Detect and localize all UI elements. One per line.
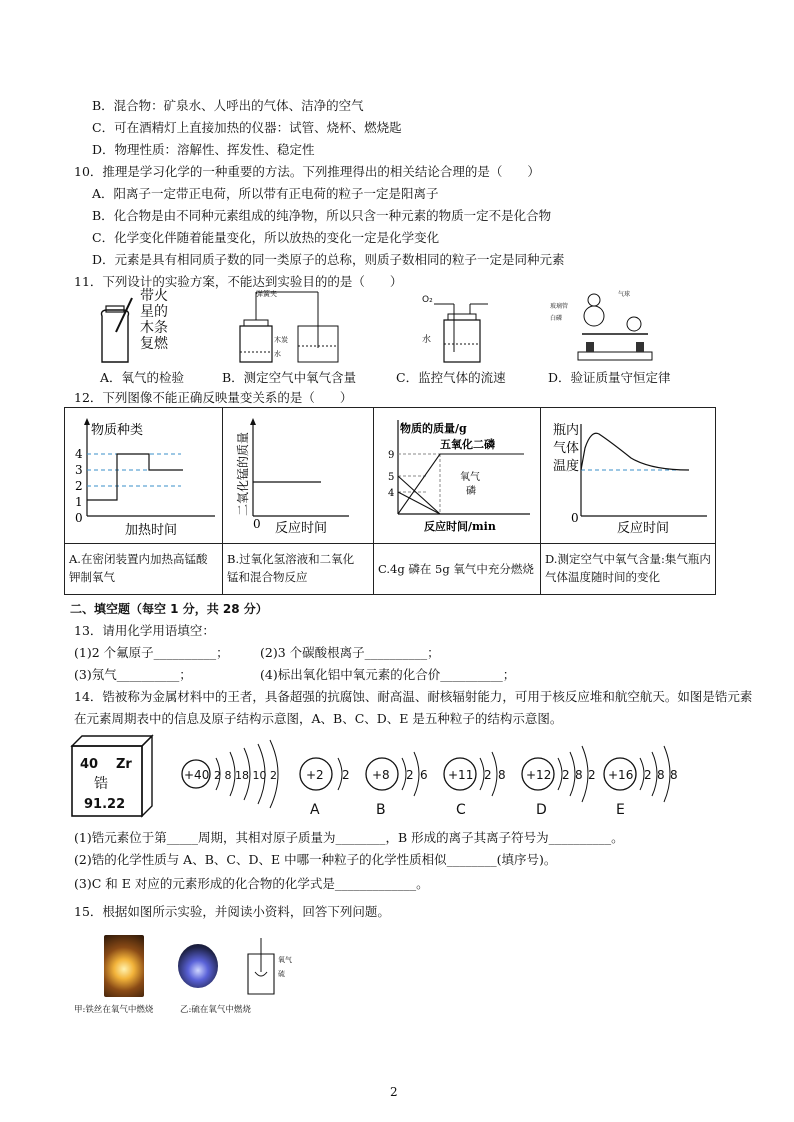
graph-a-tick-2: 2: [75, 479, 83, 493]
fig-b-charcoal-label: 木炭: [274, 336, 288, 344]
graph-c-xlabel: 反应时间/min: [424, 520, 496, 533]
graph-c-tick-9: 9: [388, 450, 395, 461]
graph-a-caption: A.在密闭装置内加热高锰酸 钾制氧气: [65, 544, 223, 595]
fig-d-label-2: 气球: [618, 291, 631, 298]
q11-option-b: B．测定空气中氧气含量: [222, 370, 357, 385]
particle-d: [522, 746, 596, 818]
q15-caption-2: 乙:硫在氧气中燃烧: [180, 1005, 251, 1015]
graph-c-tick-4: 4: [388, 488, 395, 499]
particle-d-shell-1: 2: [562, 768, 570, 782]
fig-a-text-2: 星的: [140, 304, 168, 320]
fig-o2-label: 氧气: [278, 956, 292, 964]
q12-graph-table: [64, 407, 716, 595]
graph-a: [65, 408, 222, 540]
q11-apparatus-figures: [88, 286, 688, 368]
particle-a-shell-1: 2: [342, 768, 350, 782]
particle-b-shell-2: 6: [420, 768, 428, 782]
particle-a-label: A: [310, 802, 320, 818]
q13-part-1: (1)2 个氟原子__________；: [74, 645, 229, 660]
graph-a-tick-1: 1: [75, 495, 83, 509]
particle-c-label: C: [456, 802, 466, 818]
particle-c-shell-2: 8: [498, 768, 506, 782]
zr-symbol: Zr: [116, 757, 132, 772]
q13-stem: 13．请用化学用语填空：: [74, 623, 215, 638]
fig-a-text-4: 复燃: [140, 336, 168, 352]
particle-b: [366, 752, 428, 818]
particle-d-shell-3: 2: [588, 768, 596, 782]
zr-atomic-mass: 91.22: [84, 797, 126, 812]
q14-line-2: 在元素周期表中的信息及原子结构示意图，A、B、C、D、E 是五种粒子的结构示意图。: [74, 711, 563, 726]
graph-a-xlabel: 加热时间: [125, 523, 178, 538]
particle-e-nucleus: +16: [608, 768, 634, 782]
zr-atom-diagram: [182, 740, 278, 808]
q9-option-b: B．混合物：矿泉水、人呼出的气体、洁净的空气: [92, 98, 364, 113]
q13-part-3: (3)氖气__________；: [74, 667, 192, 682]
graph-b-xlabel: 反应时间: [275, 521, 328, 536]
section-2-heading: 二、填空题（每空 1 分，共 28 分）: [70, 602, 268, 616]
graph-a-tick-3: 3: [75, 463, 83, 477]
fig-a-bottle: [102, 287, 169, 362]
zr-nucleus: +40: [184, 768, 210, 782]
photo-iron-burning: [104, 935, 144, 997]
zr-element-tile: [72, 736, 152, 816]
q14-structure-diagrams: [60, 728, 700, 824]
fig-b-water-label: 水: [274, 350, 281, 358]
q15-stem: 15．根据如图所示实验，并阅读小资料，回答下列问题。: [74, 904, 390, 919]
graph-c-caption: C.4g 磷在 5g 氧气中充分燃烧: [374, 544, 541, 595]
particle-b-label: B: [376, 802, 386, 818]
q14-part-1: (1)锆元素位于第_____周期，其相对原子质量为________，B 形成的离子其离子符号为__________。: [74, 830, 624, 845]
zr-atomic-number: 40: [80, 757, 99, 772]
particle-d-label: D: [536, 802, 547, 818]
graph-a-tick-4: 4: [75, 447, 83, 461]
q10-option-a: A．阳离子一定带正电荷，所以带有正电荷的粒子一定是阳离子: [92, 186, 439, 201]
q9-option-c: C．可在酒精灯上直接加热的仪器：试管、烧杯、燃烧匙: [92, 120, 402, 135]
q14-line-1: 14．锆被称为金属材料中的王者，具备超强的抗腐蚀、耐高温、耐核辐射能力，可用于核反应堆和航空航天。如图是锆元素: [74, 689, 753, 704]
q11-stem: 11．下列设计的实验方案，不能达到实验目的的是（ ）: [74, 274, 403, 289]
graph-c-series-o2: 氧气: [460, 472, 480, 483]
particle-e-shell-2: 8: [657, 768, 665, 782]
graph-c-tick-5: 5: [388, 472, 395, 483]
graph-b-zero: 0: [253, 517, 261, 531]
photo-sulfur-burning: [178, 944, 218, 988]
particle-c-nucleus: +11: [448, 768, 474, 782]
graph-d-xlabel: 反应时间: [617, 521, 670, 536]
particle-d-nucleus: +12: [526, 768, 552, 782]
particle-b-shell-1: 2: [406, 768, 414, 782]
q9-option-d: D．物理性质：溶解性、挥发性、稳定性: [92, 142, 315, 157]
fig-s-label: 硫: [278, 970, 285, 978]
graph-a-line: [87, 454, 183, 500]
fig-b-clamp-label: 弹簧夹: [256, 290, 277, 298]
graph-d-ylabel-1: 瓶内: [553, 423, 580, 438]
graph-d-zero: 0: [571, 511, 579, 525]
q12-stem: 12．下列图像不能正确反映量变关系的是（ ）: [74, 390, 353, 405]
page-number: 2: [390, 1085, 398, 1099]
particle-e-label: E: [616, 802, 625, 818]
graph-a-cell: [65, 408, 223, 544]
particle-a: [300, 758, 350, 818]
graph-c-series-p2o5: 五氧化二磷: [440, 438, 495, 451]
graph-d-ylabel-3: 温度: [553, 459, 580, 474]
particle-c: [444, 752, 506, 818]
graph-c-ylabel: 物质的质量/g: [400, 422, 467, 435]
particle-b-nucleus: +8: [372, 768, 390, 782]
fig-d-balance: [550, 290, 652, 360]
graph-a-tick-0: 0: [75, 511, 83, 525]
graph-b-ylabel: 二氧化锰的质量: [236, 431, 250, 516]
fig-a-text-3: 木条: [140, 320, 168, 336]
graph-d-ylabel-2: 气体: [553, 441, 580, 456]
fig-a-text-1: 带火: [140, 288, 168, 304]
zr-name: 锆: [94, 776, 108, 792]
fig-c-water-label: 水: [422, 335, 432, 345]
q11-option-d: D．验证质量守恒定律: [548, 370, 671, 385]
graph-c: [374, 408, 540, 540]
particle-d-shell-2: 8: [575, 768, 583, 782]
particle-a-nucleus: +2: [306, 768, 324, 782]
q11-option-c: C．监控气体的流速: [396, 370, 506, 385]
particle-c-shell-1: 2: [484, 768, 492, 782]
graph-c-cell: [374, 408, 541, 544]
q10-option-d: D．元素是具有相同质子数的同一类原子的总称，则质子数相同的粒子一定是同种元素: [92, 252, 565, 267]
particle-e-shell-1: 2: [644, 768, 652, 782]
q10-stem: 10．推理是学习化学的一种重要的方法。下列推理得出的相关结论合理的是（ ）: [74, 164, 540, 179]
q14-part-2: (2)锆的化学性质与 A、B、C、D、E 中哪一种粒子的化学性质相似________(填序号)。: [74, 852, 557, 867]
fig-d-label-3: 白磷: [550, 315, 563, 322]
q13-part-4: (4)标出氧化铝中氧元素的化合价__________；: [260, 667, 516, 682]
q13-part-2: (2)3 个碳酸根离子__________；: [260, 645, 440, 660]
particle-e-shell-3: 8: [670, 768, 678, 782]
q10-option-b: B．化合物是由不同种元素组成的纯净物，所以只含一种元素的物质一定不是化合物: [92, 208, 552, 223]
graph-d-curve: [581, 433, 689, 470]
graph-b: [223, 408, 373, 540]
graph-b-cell: [223, 408, 374, 544]
fig-sulfur-bottle: [238, 936, 302, 996]
q15-caption-1: 甲:铁丝在氧气中燃烧: [74, 1005, 154, 1015]
graph-c-p2o5-line: [398, 454, 524, 514]
q10-option-c: C．化学变化伴随着能量变化，所以放热的变化一定是化学变化: [92, 230, 440, 245]
q11-option-a: A．氧气的检验: [100, 370, 185, 385]
graph-a-ylabel: 物质种类: [91, 423, 144, 438]
fig-d-label-1: 玻璃管: [550, 303, 569, 310]
particle-e: [604, 746, 678, 818]
q14-part-3: (3)C 和 E 对应的元素形成的化合物的化学式是_____________。: [74, 876, 429, 891]
fig-c-gas-label: O₂: [422, 295, 433, 305]
graph-d: [541, 408, 715, 540]
zr-shells: 2 8 18 10 2: [214, 769, 277, 782]
fig-c-apparatus: [422, 295, 488, 362]
graph-c-series-p: 磷: [466, 486, 476, 497]
graph-b-caption: B.过氧化氢溶液和二氧化 锰和混合物反应: [223, 544, 374, 595]
graph-d-cell: [541, 408, 716, 544]
graph-d-caption: D.测定空气中氧气含量:集气瓶内 气体温度随时间的变化: [541, 544, 716, 595]
fig-b-apparatus: [240, 289, 338, 362]
